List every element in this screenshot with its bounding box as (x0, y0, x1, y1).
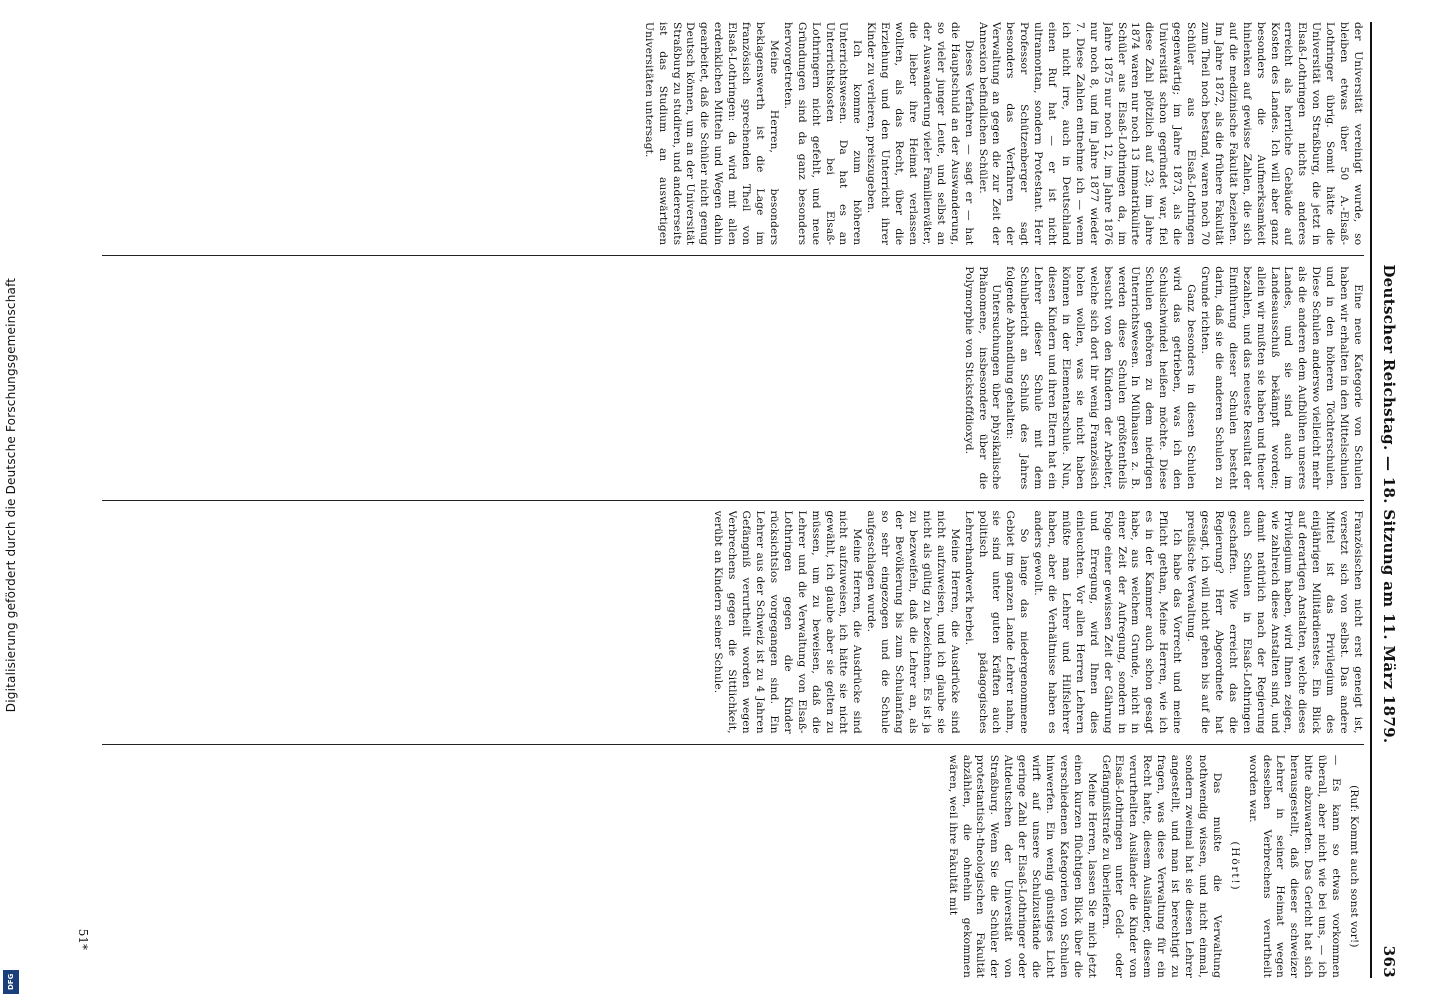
col1-paragraph: Ich komme zum höheren Unterrichtswesen. Da hat es an Unterrichtskosten bei Elsaß-Lothringern nicht gefehlt, und neue Gründungen sind da ganz besonders hervorgetreten. (781, 22, 864, 246)
column-4 (102, 755, 1364, 978)
col4-paragraph: Das mußte die Verwaltung nothwendig wissen, und nicht einmal, sondern zweimal hat sie diesen Lehrer angestellt, und man ist berechtigt zu fragen, was diese Verwaltung für ein Recht hatte, diesem Ausländer, diesem verurtheilten Ausländer die Kinder von Elsaß-Lothringen unter Geld- oder Gefängnißstrafe zu überliefern. (1099, 754, 1223, 978)
scanned-page (40, 0, 1432, 1000)
column-2 (102, 266, 1364, 489)
col3-paragraph: Meine Herren, die Ausdrücke sind nicht aufzuweisen, ich hätte sie nicht gewählt, ich glaube aber sie gelten zu müssen, um zu beweisen, daß die Lehrer und die Verwaltung von Elsaß-Lothringen gegen die Kinder rücksichtslos vorgegangen sind. Ein Lehrer aus der Schweiz ist zu 4 Jahren Gefängniß verurtheilt worden wegen Verbrechens gegen die Sittlichkeit, verübt an Kindern seiner Schule. (712, 510, 864, 734)
column-divider (102, 744, 1364, 745)
col4-paragraph: Meine Herren, lassen Sie mich jetzt einen kurzen flüchtigen Blick über die verschiedenen Kategorien von Schulen hinwerfen. Ein wenig günstiges Licht wirft auf unsere Schulzustände die geringe Zahl der Elsaß-Lothringer oder Altdeutschen der Universität von Straßburg. Wenn Sie die Schüler der protestantisch-theologischen Fakultät abzählen, die ohnehin gekommen wären, weil ihre Fakultät mit (946, 754, 1098, 978)
col2-paragraph: Eine neue Kategorie von Schulen haben wir erhalten in den Mittelschulen und in den höheren Töchterschulen. Diese Schulen anderswo vielleicht mehr als die anderen dem Aufblühen unseres Landes, und sie sind auch im Landesausschuß bekämpft worden; allein wir mußten sie haben und theuer bezahlen, und das neueste Resultat der Einführung dieser Schulen besteht darin, daß sie die anderen Schulen zu Grunde richten. (1199, 266, 1364, 490)
col1-paragraph: Dieses Verfahren — sagt er — hat die Hauptschuld an der Auswanderung, so vieler junger Leute, und selbst an der Auswanderung vieler Familienväter, die lieber ihre Heimat verlassen wollten, als das Recht, über die Erziehung und den Unterricht ihrer Kinder zu verlieren, preiszugeben. (865, 22, 975, 246)
column-1 (102, 22, 1364, 245)
page-number: 363 (1380, 945, 1398, 978)
col2-paragraph: Ganz besonders in diesen Schulen wird das getrieben, was ich den Schulschwindel heißen möchte. Diese Schulen gehören zu dem niedrigen Unterrichtswesen. In Mülhausen z. B. werden diese Schulen größtentheils besucht von den Kindern der Arbeiter, welche sich dort ihr wenig Französisch holen wollen, was sie nicht haben können in der Elementarschule. Nun, diesen Kindern und ihren Eltern hat ein Lehrer dieser Schule mit dem Schulbericht an Schluß des Jahres folgende Abhandlung gehalten: (1004, 266, 1198, 490)
text-columns (102, 22, 1364, 978)
interjection: (Ruf: Kommt auch sonst vor!) (1348, 785, 1360, 948)
signature-mark: 51* (76, 928, 90, 950)
digitization-stamp (0, 0, 22, 1000)
col1-paragraph: der Universität vereinigt wurde, so bleiben etwas über 50 A.-Elsaß-Lothringer übrig. Somit hätte die Universität von Straßburg, die jetzt in Elsaß-Lothringen nichts anderes erreicht als herrliche Gebäude auf Kosten des Landes. Ich will aber ganz besonders die Aufmerksamkeit hinlenken auf gewisse Zahlen, die sich auf die medizinische Fakultät beziehen. Im Jahre 1872, als die frühere Fakultät zum Theil noch bestand, waren noch 70 Schüler aus Elsaß-Lothringen gegenwärtig; im Jahre 1873, als die Universität schon gegründet war, fiel diese Zahl plötzlich auf 23; im Jahre 1874 waren nur noch 13 immatrikulirte Schüler aus Elsaß-Lothringen da, im Jahre 1875 nur noch 12, im Jahre 1876 nur noch 8, und im Jahre 1877 wieder 7. Diese Zahlen entnehme ich — wenn ich nicht irre, auch in Deutschland einen Ruf hat — er ist nicht ultramontan, sondern Protestant. Herr Professor Schützenberger sagt besonders das Verfahren der Verwaltung an gegen die zur Zeit der Annexion befindlichen Schüler. (976, 22, 1364, 246)
interjection: (Hört!) (1228, 841, 1241, 892)
header-title: Deutscher Reichstag. — 18. Sitzung am 11. März 1879. (1380, 264, 1398, 744)
header-rule (1370, 22, 1372, 978)
column-divider (102, 500, 1364, 501)
page-rotated (66, 10, 1406, 990)
column-3 (102, 511, 1364, 734)
col3-paragraph: Meine Herren, die Ausdrücke sind nicht aufzuweisen, und ich glaube sie nicht als gültig zu bezeichnen. Es ist ja zu bezweifeln, daß die Lehrer an, als der Bevölkerung bis zum Schulanfang so sehr eingezogen und die Schule aufgeschlagen wurde. (865, 510, 961, 734)
running-head (1372, 22, 1398, 978)
col2-paragraph: Untersuchungen über physikalische Phänomene, insbesondere über die Polymorphie von Stickstoffdioxyd. (962, 266, 1003, 490)
col4-paragraph: — Es kann so etwas vorkommen überall, aber nicht wie bei uns, — ich bitte abzuwarten. Das Gericht hat sich herausgestellt, daß dieser schweizer Lehrer in seiner Heimat wegen desselben Verbrechens verurtheilt worden war. (1246, 754, 1343, 978)
col3-paragraph: Ich habe das Vorrecht und meine Pflicht gethan, Meine Herren, wie ich es in der Kammer auch schon gesagt habe, aus welchem Grunde, nicht in einer Zeit der Aufregung, sondern in Folge einer gewissen Zeit der Gährung und Erregung, wird Ihnen dies einleuchten. Vor allen Herren Lehrern müßte man Lehrer und Hilfslehrer haben, aber die Verhältnisse haben es anders gewollt. (1032, 510, 1184, 734)
digitization-credit: Digitalisierung gefördert durch die Deutsche Forschungsgemeinschaft (4, 277, 18, 713)
col1-paragraph: Meine Herren, besonders beklagenswerth ist die Lage im französisch sprechenden Theil von Elsaß-Lothringen: da wird mit allen erdenklichen Mitteln und Wegen dahin gearbeitet, daß die Schüler nicht genug Deutsch können, um an der Universität Straßburg zu studiren, und andererseits ist das Studium an auswärtigen Universitäten untersagt. (642, 22, 780, 246)
col3-paragraph: So lange das niedergenommene Gebiet im ganzen Lande Lehrer nahm, sie sind unter guten Kräften auch politisch pädagogisches Lehrerhandwerk herbei. (962, 510, 1031, 734)
column-divider (102, 255, 1364, 256)
col3-paragraph: Französischen nicht erst geneigt ist, versetzt sich von selbst. Das andere Mittel ist das Privilegium des einjährigen Militärdienstes. Ein Blick auf derartigen Anstalten, welche dieses Privilegium haben, wird Ihnen zeigen, wie zahlreich diese Anstalten sind, und damit natürlich nach der Regierung auch Schulen in Elsaß-Lothringen geschaffen. Wie erreicht das die Regierung? Herr Abgeordnete hat gesagt, ich will nicht gehen bis auf die preußische Verwaltung. (1185, 510, 1364, 734)
dfg-logo-icon: DFG (3, 970, 19, 994)
